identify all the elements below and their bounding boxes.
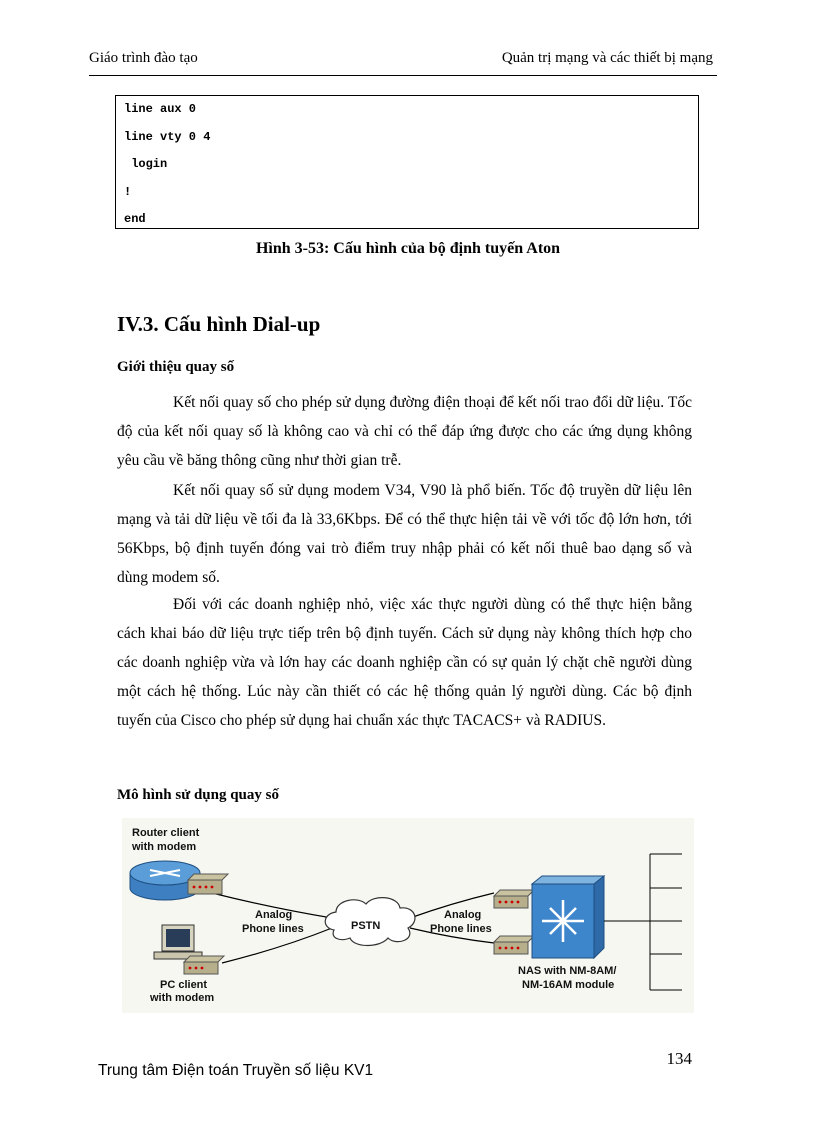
analog-right-label: Analog	[444, 909, 482, 921]
nas-modem-bottom-icon	[494, 936, 534, 954]
subsection-heading-intro: Giới thiệu quay số	[117, 359, 235, 375]
analog-left-label: Analog	[255, 909, 293, 921]
paragraph-3: Đối với các doanh nghiệp nhỏ, việc xác thực người dùng có thể thực hiện bằng cách khai báo dữ liệu trực tiếp trên bộ định tuyến. Cách sử dụng này không thích hợp cho các doanh nghiệp vừa và lớn hay các doanh nghiệp cần có sự quản lý chặt chẽ người dùng một cách hệ thống. Lúc này cần thiết có các hệ thống quản lý người dùng. Các bộ định tuyến của Cisco cho phép sử dụng hai chuẩn xác thực TACACS+ và RADIUS.	[117, 596, 692, 729]
router-client-label: Router client	[132, 827, 200, 839]
paragraph-2: Kết nối quay số sử dụng modem V34, V90 là phổ biến. Tốc độ truyền dữ liệu lên mạng và tải dữ liệu về tối đa là 33,6Kbps. Để có thể thực hiện tải về với tốc độ lớn hơn, tới 56Kbps, bộ định tuyến đóng vai trò điểm truy nhập phải có kết nối thuê bao dạng số và dùng modem số.	[117, 482, 692, 586]
header-left: Giáo trình đào tạo	[89, 50, 198, 66]
pc-client-icon	[154, 925, 224, 974]
code-line: !	[124, 184, 132, 199]
pc-client-label: PC client	[160, 979, 208, 991]
header-right: Quản trị mạng và các thiết bị mạng	[501, 50, 713, 66]
pstn-label: PSTN	[351, 920, 381, 932]
code-block	[115, 95, 699, 229]
analog-right-label: Phone lines	[430, 923, 492, 935]
nas-modem-top-icon	[494, 890, 534, 908]
pc-client-label: with modem	[150, 992, 215, 1004]
nas-server-icon	[532, 876, 604, 958]
subsection-heading-model: Mô hình sử dụng quay số	[117, 787, 279, 803]
dialup-diagram	[122, 818, 694, 1013]
analog-left-label: Phone lines	[242, 923, 304, 935]
nas-label: NAS with NM-8AM/	[518, 965, 617, 977]
code-line: line vty 0 4	[124, 129, 211, 144]
figure-caption: Hình 3-53: Cấu hình của bộ định tuyến Aton	[255, 240, 561, 257]
router-modem-icon	[188, 874, 228, 894]
code-line: login	[124, 157, 168, 171]
router-client-label: with modem	[132, 841, 197, 853]
section-title: IV.3. Cấu hình Dial-up	[117, 312, 321, 336]
code-line: end	[124, 212, 146, 226]
nas-label: NM-16AM module	[522, 979, 615, 991]
header-rule	[89, 75, 717, 76]
paragraph-1: Kết nối quay số cho phép sử dụng đường điện thoại để kết nối trao đổi dữ liệu. Tốc độ của kết nối quay số là không cao và chỉ có thể đáp ứng được cho các ứng dụng không yêu cầu về băng thông cũng như thời gian trễ.	[117, 394, 692, 469]
page-number: 134	[666, 1049, 692, 1068]
footer-left: Trung tâm Điện toán Truyền số liệu KV1	[98, 1062, 374, 1079]
code-line: line aux 0	[124, 102, 197, 116]
